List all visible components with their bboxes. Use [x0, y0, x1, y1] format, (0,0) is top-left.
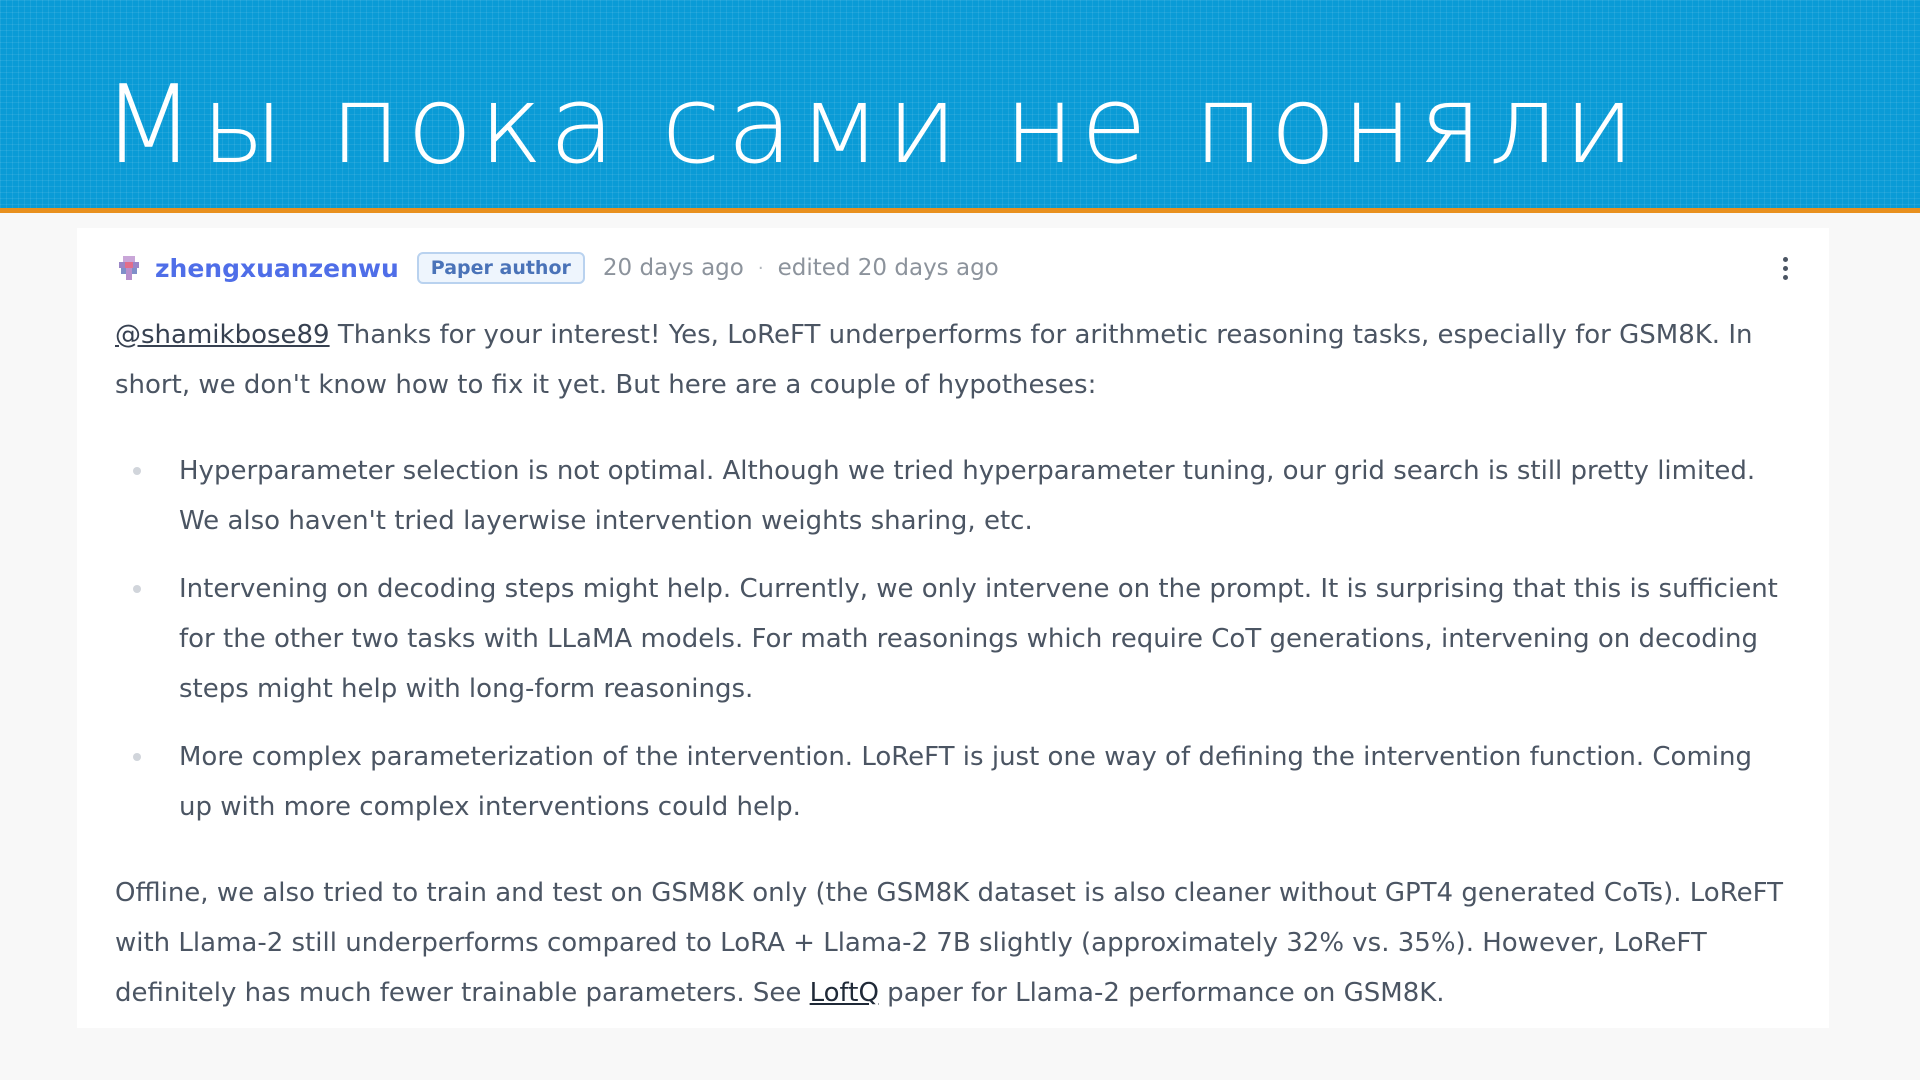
bullet-dot: [133, 467, 141, 475]
comment-header: [115, 228, 1791, 288]
edited-indicator[interactable]: edited 20 days ago: [777, 255, 999, 281]
comment-outro-paragraph: [115, 868, 1791, 1018]
list-item: [115, 446, 1791, 546]
more-vertical-icon[interactable]: [1771, 248, 1799, 288]
intro-text: Thanks for your interest! Yes, LoReFT underperforms for arithmetic reasoning tasks, especially for GSM8K. In short, we don't know how to fix it yet. But here are a couple of hypotheses:: [115, 320, 1753, 400]
separator-dot: ·: [757, 257, 764, 279]
slide-title: Мы пока сами не поняли: [102, 63, 1641, 188]
bullet-dot: [133, 753, 141, 761]
outro-text-end: paper for Llama-2 performance on GSM8K.: [878, 978, 1445, 1008]
list-item-text: Hyperparameter selection is not optimal. Although we tried hyperparameter tuning, our grid search is still pretty limited. We also haven't tried layerwise intervention weights sharing, etc.: [179, 456, 1756, 536]
list-item: [115, 732, 1791, 832]
hypotheses-list: [115, 446, 1791, 832]
list-item: [115, 564, 1791, 714]
comment-intro-paragraph: [115, 310, 1791, 410]
comment-card: [77, 228, 1829, 1028]
loftq-link[interactable]: LoftQ: [809, 978, 879, 1008]
paper-author-badge: Paper author: [417, 252, 585, 284]
list-item-text: More complex parameterization of the intervention. LoReFT is just one way of defining the intervention function. Coming up with more complex interventions could help.: [179, 742, 1752, 822]
user-mention-link[interactable]: @shamikbose89: [115, 320, 330, 350]
list-item-text: Intervening on decoding steps might help. Currently, we only intervene on the prompt. It is surprising that this is sufficient for the other two tasks with LLaMA models. For math reasonings which require CoT generations, intervening on decoding steps might help with long-form reasonings.: [179, 574, 1778, 704]
comment-author-link[interactable]: zhengxuanzenwu: [155, 253, 399, 283]
outro-text: Offline, we also tried to train and test on GSM8K only (the GSM8K dataset is also cleaner without GPT4 generated CoTs). LoReFT with Llama-2 still underperforms compared to LoRA + Llama-2 7B slightly (approximately 32% vs. 35%). However, LoReFT definitely has much fewer trainable parameters. See: [115, 878, 1783, 1008]
comment-timestamp[interactable]: 20 days ago: [602, 255, 744, 281]
header-accent-line: [0, 208, 1920, 213]
slide-header: [0, 0, 1920, 208]
user-avatar-icon[interactable]: [115, 254, 143, 282]
bullet-dot: [133, 585, 141, 593]
